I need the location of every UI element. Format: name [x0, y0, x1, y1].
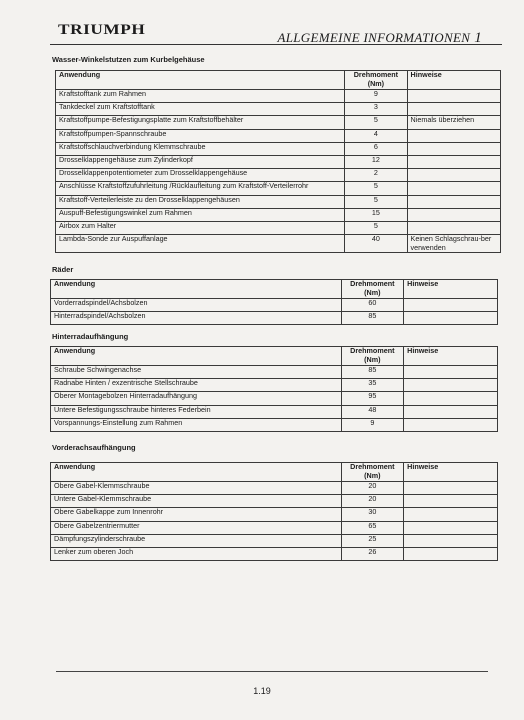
- cell-torque: 26: [341, 547, 404, 560]
- cell-application: Obere Gabel-Klemmschraube: [51, 482, 342, 495]
- cell-notes: [407, 169, 500, 182]
- cell-torque: 25: [341, 534, 404, 547]
- table-row: [51, 534, 498, 547]
- cell-application: Kraftstoffschlauchverbindung Klemmschraube: [56, 142, 345, 155]
- cell-notes: [404, 547, 498, 560]
- cell-torque: 5: [345, 182, 407, 195]
- table-row: [56, 221, 501, 234]
- cell-application: Vorspannungs-Einstellung zum Rahmen: [51, 418, 342, 431]
- column-header-application: Anwendung: [51, 463, 342, 482]
- section-heading: Wasser-Winkelstutzen zum Kurbelgehäuse: [52, 55, 205, 64]
- table-header-row: [51, 463, 498, 482]
- table-row: [51, 521, 498, 534]
- table-row: [51, 547, 498, 560]
- table-row: [56, 182, 501, 195]
- cell-torque: 95: [341, 392, 404, 405]
- cell-notes: [404, 534, 498, 547]
- table-header-row: [51, 347, 498, 366]
- cell-notes: Keinen Schlagschrau-ber verwenden: [407, 235, 500, 253]
- column-header-torque: Drehmoment (Nm): [341, 347, 404, 366]
- cell-notes: [404, 482, 498, 495]
- cell-notes: [404, 495, 498, 508]
- cell-torque: 48: [341, 405, 404, 418]
- cell-application: Kraftstoffpumpen-Spannschraube: [56, 129, 345, 142]
- table-row: [51, 379, 498, 392]
- cell-application: Drosselklappenpotentiometer zum Drosselklappengehäuse: [56, 169, 345, 182]
- column-header-application: Anwendung: [51, 347, 342, 366]
- cell-notes: [404, 312, 498, 325]
- table-row: [56, 103, 501, 116]
- column-header-application: Anwendung: [56, 71, 345, 90]
- page-number: 1.19: [253, 686, 271, 696]
- cell-application: Obere Gabelkappe zum Innenrohr: [51, 508, 342, 521]
- cell-application: Kraftstofftank zum Rahmen: [56, 90, 345, 103]
- cell-application: Auspuff-Befestigungswinkel zum Rahmen: [56, 208, 345, 221]
- table-row: [51, 299, 498, 312]
- cell-torque: 60: [341, 299, 404, 312]
- cell-torque: 9: [341, 418, 404, 431]
- table-row: [51, 418, 498, 431]
- cell-notes: [404, 418, 498, 431]
- cell-notes: [407, 182, 500, 195]
- cell-notes: [407, 129, 500, 142]
- table-row: [51, 508, 498, 521]
- cell-notes: [407, 142, 500, 155]
- cell-application: Lenker zum oberen Joch: [51, 547, 342, 560]
- cell-notes: [404, 392, 498, 405]
- cell-torque: 5: [345, 221, 407, 234]
- cell-torque: 30: [341, 508, 404, 521]
- cell-application: Dämpfungszylinderschraube: [51, 534, 342, 547]
- cell-torque: 40: [345, 235, 407, 253]
- table-row: [56, 235, 501, 253]
- cell-application: Untere Befestigungsschraube hinteres Federbein: [51, 405, 342, 418]
- cell-application: Airbox zum Halter: [56, 221, 345, 234]
- table-row: [56, 90, 501, 103]
- table-row: [51, 312, 498, 325]
- column-header-notes: Hinweise: [407, 71, 500, 90]
- cell-application: Radnabe Hinten / exzentrische Stellschraube: [51, 379, 342, 392]
- cell-notes: [404, 521, 498, 534]
- section-heading: Räder: [52, 265, 74, 274]
- cell-notes: [407, 221, 500, 234]
- cell-torque: 6: [345, 142, 407, 155]
- table-row: [56, 142, 501, 155]
- triumph-logo: TRIUMPH: [58, 22, 146, 38]
- cell-torque: 2: [345, 169, 407, 182]
- cell-notes: [404, 379, 498, 392]
- table-row: [56, 129, 501, 142]
- cell-torque: 85: [341, 366, 404, 379]
- cell-torque: 20: [341, 482, 404, 495]
- cell-application: Kraftstoff-Verteilerleiste zu den Drosselklappengehäusen: [56, 195, 345, 208]
- column-header-torque: Drehmoment (Nm): [341, 280, 404, 299]
- table-row: [51, 366, 498, 379]
- column-header-notes: Hinweise: [404, 347, 498, 366]
- cell-application: Vorderradspindel/Achsbolzen: [51, 299, 342, 312]
- torque-table: [50, 279, 498, 325]
- cell-notes: [407, 195, 500, 208]
- cell-torque: 35: [341, 379, 404, 392]
- cell-torque: 3: [345, 103, 407, 116]
- cell-notes: [404, 508, 498, 521]
- cell-torque: 12: [345, 155, 407, 168]
- cell-application: Hinterradspindel/Achsbolzen: [51, 312, 342, 325]
- table-row: [51, 495, 498, 508]
- chapter-number: 1: [474, 30, 482, 46]
- cell-torque: 15: [345, 208, 407, 221]
- cell-notes: [407, 90, 500, 103]
- cell-application: Anschlüsse Kraftstoffzufuhrleitung /Rücklaufleitung zum Kraftstoff-Verteilerrohr: [56, 182, 345, 195]
- cell-torque: 20: [341, 495, 404, 508]
- column-header-torque: Drehmoment (Nm): [345, 71, 407, 90]
- cell-torque: 4: [345, 129, 407, 142]
- column-header-application: Anwendung: [51, 280, 342, 299]
- header-title-text: ALLGEMEINE INFORMATIONEN: [277, 30, 471, 45]
- cell-torque: 65: [341, 521, 404, 534]
- cell-application: Kraftstoffpumpe-Befestigungsplatte zum Kraftstoffbehälter: [56, 116, 345, 129]
- table-row: [56, 169, 501, 182]
- cell-application: Drosselklappengehäuse zum Zylinderkopf: [56, 155, 345, 168]
- table-row: [51, 482, 498, 495]
- table-row: [51, 392, 498, 405]
- cell-application: Schraube Schwingenachse: [51, 366, 342, 379]
- torque-table: [50, 346, 498, 432]
- cell-notes: [404, 405, 498, 418]
- table-row: [51, 405, 498, 418]
- cell-notes: [407, 155, 500, 168]
- cell-application: Untere Gabel-Klemmschraube: [51, 495, 342, 508]
- cell-torque: 5: [345, 116, 407, 129]
- torque-table: [50, 462, 498, 561]
- header-rule: [50, 44, 502, 45]
- table-header-row: [56, 71, 501, 90]
- cell-application: Tankdeckel zum Kraftstofftank: [56, 103, 345, 116]
- footer-rule: [56, 671, 488, 672]
- column-header-notes: Hinweise: [404, 463, 498, 482]
- cell-torque: 9: [345, 90, 407, 103]
- torque-table: [55, 70, 501, 253]
- cell-torque: 5: [345, 195, 407, 208]
- cell-application: Lambda-Sonde zur Auspuffanlage: [56, 235, 345, 253]
- table-row: [56, 116, 501, 129]
- cell-notes: [404, 299, 498, 312]
- column-header-torque: Drehmoment (Nm): [341, 463, 404, 482]
- table-row: [56, 195, 501, 208]
- table-row: [56, 155, 501, 168]
- table-row: [56, 208, 501, 221]
- cell-application: Oberer Montagebolzen Hinterradaufhängung: [51, 392, 342, 405]
- cell-application: Obere Gabelzentriermutter: [51, 521, 342, 534]
- section-heading: Hinterradaufhängung: [52, 332, 129, 341]
- cell-notes: [407, 208, 500, 221]
- cell-notes: [407, 103, 500, 116]
- section-heading: Vorderachsaufhängung: [52, 443, 136, 452]
- cell-notes: [404, 366, 498, 379]
- cell-torque: 85: [341, 312, 404, 325]
- column-header-notes: Hinweise: [404, 280, 498, 299]
- table-header-row: [51, 280, 498, 299]
- cell-notes: Niemals überziehen: [407, 116, 500, 129]
